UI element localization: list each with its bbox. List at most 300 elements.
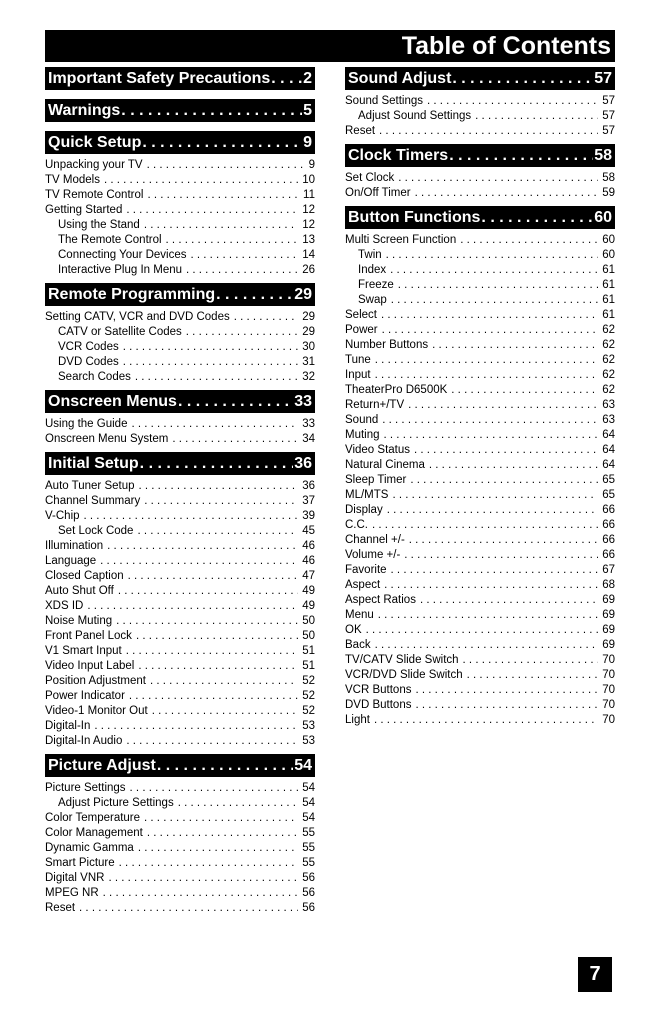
section-page: 58 — [594, 147, 612, 164]
entry-page: 62 — [602, 324, 615, 336]
dot-leader — [131, 417, 298, 432]
entry-page: 66 — [602, 534, 615, 546]
toc-entry-swap[interactable] — [345, 293, 615, 308]
dot-leader — [138, 659, 298, 674]
toc-entry-video-1-monitor-out[interactable] — [45, 704, 315, 719]
entry-label: VCR Buttons — [345, 684, 412, 696]
entry-page: 12 — [302, 204, 315, 216]
section-page: 60 — [594, 209, 612, 226]
entry-page: 52 — [302, 690, 315, 702]
toc-entry-tv-remote-control[interactable] — [45, 188, 315, 203]
section-items — [45, 777, 315, 921]
entry-label: Multi Screen Function — [345, 234, 457, 246]
entry-page: 34 — [302, 433, 315, 445]
dot-leader — [87, 599, 298, 614]
toc-entry-onscreen-menu-system[interactable] — [45, 432, 315, 447]
entry-label: Position Adjustment — [45, 675, 147, 687]
toc-entry-video-status[interactable] — [345, 443, 615, 458]
toc-entry-sound[interactable] — [345, 413, 615, 428]
toc-entry-using-the-stand[interactable] — [45, 218, 315, 233]
dot-leader — [104, 173, 298, 188]
entry-page: 62 — [602, 339, 615, 351]
dot-leader — [427, 94, 598, 109]
entry-page: 46 — [302, 540, 315, 552]
toc-entry-set-clock[interactable] — [345, 171, 615, 186]
toc-entry-picture-settings[interactable] — [45, 781, 315, 796]
entry-page: 56 — [302, 887, 315, 899]
entry-page: 69 — [602, 594, 615, 606]
dot-leader — [178, 390, 293, 413]
toc-entry-light[interactable] — [345, 713, 615, 728]
entry-page: 66 — [602, 549, 615, 561]
entry-page: 70 — [602, 654, 615, 666]
toc-entry-channel[interactable] — [345, 533, 615, 548]
entry-label: Unpacking your TV — [45, 159, 143, 171]
entry-page: 61 — [602, 264, 615, 276]
entry-page: 58 — [602, 172, 615, 184]
entry-page: 63 — [602, 414, 615, 426]
toc-entry-interactive-plug-in-menu[interactable] — [45, 263, 315, 278]
entry-page: 65 — [602, 474, 615, 486]
section-header-remote-programming[interactable] — [45, 283, 315, 306]
dot-leader — [119, 856, 299, 871]
dot-leader — [463, 653, 599, 668]
section-header-quick-setup[interactable] — [45, 131, 315, 154]
entry-label: Smart Picture — [45, 857, 115, 869]
toc-entry-language[interactable] — [45, 554, 315, 569]
section-page: 2 — [303, 70, 312, 87]
toc-entry-setting-catv-vcr-and-dvd-codes[interactable] — [45, 310, 315, 325]
dot-leader — [460, 233, 598, 248]
entry-page: 53 — [302, 720, 315, 732]
section-header-picture-adjust[interactable] — [45, 754, 315, 777]
toc-entry-sleep-timer[interactable] — [345, 473, 615, 488]
dot-leader — [452, 67, 593, 90]
section-title: Initial Setup — [48, 455, 139, 472]
entry-page: 55 — [302, 842, 315, 854]
section-title: Clock Timers — [348, 147, 449, 164]
toc-entry-back[interactable] — [345, 638, 615, 653]
dot-leader — [391, 563, 599, 578]
dot-leader — [107, 539, 298, 554]
entry-label: Adjust Sound Settings — [358, 110, 472, 122]
toc-entry-theaterpro-d6500k[interactable] — [345, 383, 615, 398]
entry-label: Noise Muting — [45, 615, 113, 627]
toc-entry-channel-summary[interactable] — [45, 494, 315, 509]
section-title: Button Functions — [348, 209, 481, 226]
toc-entry-select[interactable] — [345, 308, 615, 323]
entry-label: Volume +/- — [345, 549, 401, 561]
section-items — [45, 475, 315, 754]
section-header-button-functions[interactable] — [345, 206, 615, 229]
entry-page: 14 — [302, 249, 315, 261]
entry-page: 10 — [302, 174, 315, 186]
entry-page: 61 — [602, 279, 615, 291]
dot-leader — [415, 683, 598, 698]
toc-entry-aspect-ratios[interactable] — [345, 593, 615, 608]
section-items — [345, 90, 615, 144]
toc-entry-vcr-codes[interactable] — [45, 340, 315, 355]
entry-label: Back — [345, 639, 371, 651]
page-number: 7 — [578, 957, 612, 992]
section-items — [345, 229, 615, 733]
entry-label: Channel Summary — [45, 495, 141, 507]
entry-label: Interactive Plug In Menu — [58, 264, 183, 276]
entry-page: 70 — [602, 669, 615, 681]
entry-label: Digital-In Audio — [45, 735, 123, 747]
toc-entry-vcr-dvd-slide-switch[interactable] — [345, 668, 615, 683]
dot-leader — [103, 886, 299, 901]
entry-page: 52 — [302, 675, 315, 687]
dot-leader — [144, 811, 298, 826]
dot-leader — [398, 171, 598, 186]
toc-entry-video-input-label[interactable] — [45, 659, 315, 674]
toc-entry-mpeg-nr[interactable] — [45, 886, 315, 901]
section-title: Onscreen Menus — [48, 393, 177, 410]
entry-page: 55 — [302, 857, 315, 869]
dot-leader — [375, 638, 599, 653]
entry-label: TheaterPro D6500K — [345, 384, 448, 396]
dot-leader — [234, 310, 298, 325]
entry-page: 62 — [602, 384, 615, 396]
section-items — [345, 167, 615, 206]
entry-label: Reset — [345, 125, 376, 137]
entry-label: ML/MTS — [345, 489, 389, 501]
toc-entry-using-the-guide[interactable] — [45, 417, 315, 432]
dot-leader — [271, 67, 302, 90]
entry-page: 29 — [302, 311, 315, 323]
toc-entry-aspect[interactable] — [345, 578, 615, 593]
toc-entry-c-c[interactable] — [345, 518, 615, 533]
entry-label: Reset — [45, 902, 76, 914]
entry-page: 46 — [302, 555, 315, 567]
entry-label: VCR/DVD Slide Switch — [345, 669, 463, 681]
dot-leader — [384, 428, 599, 443]
dot-leader — [415, 698, 598, 713]
dot-leader — [116, 614, 298, 629]
dot-leader — [374, 713, 598, 728]
toc-entry-dvd-buttons[interactable] — [345, 698, 615, 713]
section-title: Important Safety Precautions — [48, 70, 271, 87]
section-page: 33 — [294, 393, 312, 410]
toc-entry-index[interactable] — [345, 263, 615, 278]
toc-entry-color-management[interactable] — [45, 826, 315, 841]
dot-leader — [392, 488, 598, 503]
toc-entry-getting-started[interactable] — [45, 203, 315, 218]
toc-entry-digital-vnr[interactable] — [45, 871, 315, 886]
toc-entry-reset[interactable] — [345, 124, 615, 139]
dot-leader — [135, 370, 298, 385]
dot-leader — [420, 593, 598, 608]
toc-entry-number-buttons[interactable] — [345, 338, 615, 353]
dot-leader — [130, 781, 299, 796]
dot-leader — [126, 644, 298, 659]
section-page: 36 — [294, 455, 312, 472]
entry-page: 50 — [302, 615, 315, 627]
toc-column-left — [45, 67, 315, 921]
toc-entry-vcr-buttons[interactable] — [345, 683, 615, 698]
toc-entry-position-adjustment[interactable] — [45, 674, 315, 689]
entry-page: 70 — [602, 684, 615, 696]
dot-leader — [172, 432, 298, 447]
entry-label: Aspect Ratios — [345, 594, 416, 606]
entry-page: 61 — [602, 309, 615, 321]
section-page: 57 — [594, 70, 612, 87]
dot-leader — [79, 901, 298, 916]
dot-leader — [144, 218, 298, 233]
dot-leader — [191, 248, 299, 263]
entry-label: Video Status — [345, 444, 411, 456]
entry-label: Auto Shut Off — [45, 585, 114, 597]
toc-entry-noise-muting[interactable] — [45, 614, 315, 629]
dot-leader — [126, 203, 298, 218]
dot-leader — [382, 323, 599, 338]
dot-leader — [157, 754, 293, 777]
entry-label: Digital VNR — [45, 872, 105, 884]
toc-entry-closed-caption[interactable] — [45, 569, 315, 584]
entry-page: 61 — [602, 294, 615, 306]
entry-label: Digital-In — [45, 720, 91, 732]
entry-label: Power Indicator — [45, 690, 125, 702]
section-items — [45, 413, 315, 452]
entry-label: The Remote Control — [58, 234, 162, 246]
dot-leader — [144, 494, 298, 509]
entry-label: Tune — [345, 354, 371, 366]
entry-label: OK — [345, 624, 362, 636]
dot-leader — [404, 548, 598, 563]
dot-leader — [142, 131, 302, 154]
entry-label: Onscreen Menu System — [45, 433, 169, 445]
entry-label: V1 Smart Input — [45, 645, 122, 657]
entry-page: 64 — [602, 459, 615, 471]
entry-label: On/Off Timer — [345, 187, 411, 199]
toc-entry-natural-cinema[interactable] — [345, 458, 615, 473]
entry-page: 49 — [302, 585, 315, 597]
dot-leader — [384, 578, 598, 593]
entry-page: 11 — [303, 189, 315, 201]
toc-entry-front-panel-lock[interactable] — [45, 629, 315, 644]
toc-entry-set-lock-code[interactable] — [45, 524, 315, 539]
entry-label: Video-1 Monitor Out — [45, 705, 148, 717]
dot-leader — [475, 109, 598, 124]
toc-entry-catv-or-satellite-codes[interactable] — [45, 325, 315, 340]
dot-leader — [375, 353, 598, 368]
entry-page: 12 — [302, 219, 315, 231]
section-title: Sound Adjust — [348, 70, 452, 87]
dot-leader — [123, 340, 298, 355]
entry-page: 9 — [308, 159, 315, 171]
dot-leader — [481, 206, 593, 229]
entry-label: Sound Settings — [345, 95, 424, 107]
toc-entry-dynamic-gamma[interactable] — [45, 841, 315, 856]
entry-page: 69 — [602, 639, 615, 651]
toc-entry-search-codes[interactable] — [45, 370, 315, 385]
toc-entry-menu[interactable] — [345, 608, 615, 623]
entry-label: Picture Settings — [45, 782, 126, 794]
dot-leader — [186, 263, 298, 278]
toc-entry-auto-tuner-setup[interactable] — [45, 479, 315, 494]
entry-label: DVD Buttons — [345, 699, 412, 711]
dot-leader — [186, 325, 298, 340]
entry-page: 70 — [602, 714, 615, 726]
entry-label: Setting CATV, VCR and DVD Codes — [45, 311, 230, 323]
dot-leader — [138, 841, 298, 856]
entry-label: Input — [345, 369, 371, 381]
toc-entry-auto-shut-off[interactable] — [45, 584, 315, 599]
dot-leader — [372, 518, 598, 533]
dot-leader — [100, 554, 298, 569]
toc-entry-v-chip[interactable] — [45, 509, 315, 524]
toc-entry-digital-in-audio[interactable] — [45, 734, 315, 749]
entry-label: Color Temperature — [45, 812, 141, 824]
entry-page: 39 — [302, 510, 315, 522]
dot-leader — [408, 398, 598, 413]
entry-label: Auto Tuner Setup — [45, 480, 135, 492]
toc-entry-the-remote-control[interactable] — [45, 233, 315, 248]
section-header-warnings[interactable] — [45, 99, 315, 122]
toc-entry-dvd-codes[interactable] — [45, 355, 315, 370]
dot-leader — [366, 623, 599, 638]
entry-label: Adjust Picture Settings — [58, 797, 174, 809]
dot-leader — [139, 479, 299, 494]
dot-leader — [429, 458, 598, 473]
toc-entry-twin[interactable] — [345, 248, 615, 263]
dot-leader — [451, 383, 598, 398]
dot-leader — [84, 509, 299, 524]
dot-leader — [150, 674, 298, 689]
entry-page: 51 — [302, 660, 315, 672]
toc-entry-freeze[interactable] — [345, 278, 615, 293]
toc-entry-adjust-picture-settings[interactable] — [45, 796, 315, 811]
entry-page: 64 — [602, 429, 615, 441]
dot-leader — [121, 99, 302, 122]
dot-leader — [137, 524, 298, 539]
section-page: 54 — [294, 757, 312, 774]
dot-leader — [216, 283, 293, 306]
entry-label: Select — [345, 309, 377, 321]
entry-page: 56 — [302, 872, 315, 884]
toc-entry-on-off-timer[interactable] — [345, 186, 615, 201]
section-items — [45, 306, 315, 390]
entry-label: Muting — [345, 429, 380, 441]
entry-label: Display — [345, 504, 383, 516]
dot-leader — [414, 443, 598, 458]
dot-leader — [147, 188, 299, 203]
dot-leader — [415, 186, 599, 201]
toc-entry-adjust-sound-settings[interactable] — [345, 109, 615, 124]
toc-entry-return-tv[interactable] — [345, 398, 615, 413]
dot-leader — [386, 248, 599, 263]
entry-label: Light — [345, 714, 370, 726]
toc-entry-power[interactable] — [345, 323, 615, 338]
entry-page: 65 — [602, 489, 615, 501]
dot-leader — [128, 569, 299, 584]
entry-label: Index — [358, 264, 387, 276]
entry-label: CATV or Satellite Codes — [58, 326, 182, 338]
toc-entry-color-temperature[interactable] — [45, 811, 315, 826]
entry-label: TV Remote Control — [45, 189, 144, 201]
dot-leader — [178, 796, 299, 811]
entry-label: Swap — [358, 294, 387, 306]
entry-page: 53 — [302, 735, 315, 747]
toc-entry-illumination[interactable] — [45, 539, 315, 554]
toc-entry-digital-in[interactable] — [45, 719, 315, 734]
toc-entry-sound-settings[interactable] — [345, 94, 615, 109]
dot-leader — [432, 338, 598, 353]
entry-page: 62 — [602, 354, 615, 366]
toc-entry-favorite[interactable] — [345, 563, 615, 578]
dot-leader — [379, 124, 598, 139]
toc-entry-connecting-your-devices[interactable] — [45, 248, 315, 263]
toc-entry-xds-id[interactable] — [45, 599, 315, 614]
section-header-onscreen-menus[interactable] — [45, 390, 315, 413]
dot-leader — [375, 368, 599, 383]
entry-page: 67 — [602, 564, 615, 576]
entry-page: 59 — [602, 187, 615, 199]
toc-entry-input[interactable] — [345, 368, 615, 383]
entry-page: 45 — [302, 525, 315, 537]
toc-entry-tune[interactable] — [345, 353, 615, 368]
entry-page: 69 — [602, 624, 615, 636]
dot-leader — [391, 293, 598, 308]
entry-label: Language — [45, 555, 97, 567]
entry-page: 36 — [302, 480, 315, 492]
dot-leader — [147, 158, 305, 173]
entry-page: 57 — [602, 125, 615, 137]
section-header-sound-adjust[interactable] — [345, 67, 615, 90]
dot-leader — [390, 263, 598, 278]
section-items — [45, 122, 315, 131]
entry-page: 70 — [602, 699, 615, 711]
toc-entry-tv-models[interactable] — [45, 173, 315, 188]
entry-page: 69 — [602, 609, 615, 621]
toc-entry-v1-smart-input[interactable] — [45, 644, 315, 659]
toc-entry-unpacking-your-tv[interactable] — [45, 158, 315, 173]
section-header-important-safety-precautions[interactable] — [45, 67, 315, 90]
entry-label: Set Lock Code — [58, 525, 134, 537]
entry-label: Power — [345, 324, 378, 336]
dot-leader — [118, 584, 298, 599]
toc-entry-tv-catv-slide-switch[interactable] — [345, 653, 615, 668]
toc-entry-ok[interactable] — [345, 623, 615, 638]
dot-leader — [381, 308, 598, 323]
toc-entry-reset[interactable] — [45, 901, 315, 916]
dot-leader — [123, 355, 298, 370]
toc-entry-ml-mts[interactable] — [345, 488, 615, 503]
section-header-clock-timers[interactable] — [345, 144, 615, 167]
toc-entry-power-indicator[interactable] — [45, 689, 315, 704]
entry-label: Illumination — [45, 540, 104, 552]
section-header-initial-setup[interactable] — [45, 452, 315, 475]
entry-page: 50 — [302, 630, 315, 642]
entry-page: 54 — [302, 782, 315, 794]
entry-label: Getting Started — [45, 204, 123, 216]
entry-label: TV Models — [45, 174, 100, 186]
entry-page: 32 — [302, 371, 315, 383]
toc-entry-display[interactable] — [345, 503, 615, 518]
toc-entry-volume[interactable] — [345, 548, 615, 563]
dot-leader — [129, 689, 298, 704]
toc-entry-smart-picture[interactable] — [45, 856, 315, 871]
entry-label: Sleep Timer — [345, 474, 407, 486]
entry-label: Sound — [345, 414, 379, 426]
toc-entry-multi-screen-function[interactable] — [345, 233, 615, 248]
toc-entry-muting[interactable] — [345, 428, 615, 443]
dot-leader — [126, 734, 298, 749]
entry-label: Natural Cinema — [345, 459, 425, 471]
entry-page: 26 — [302, 264, 315, 276]
entry-page: 49 — [302, 600, 315, 612]
